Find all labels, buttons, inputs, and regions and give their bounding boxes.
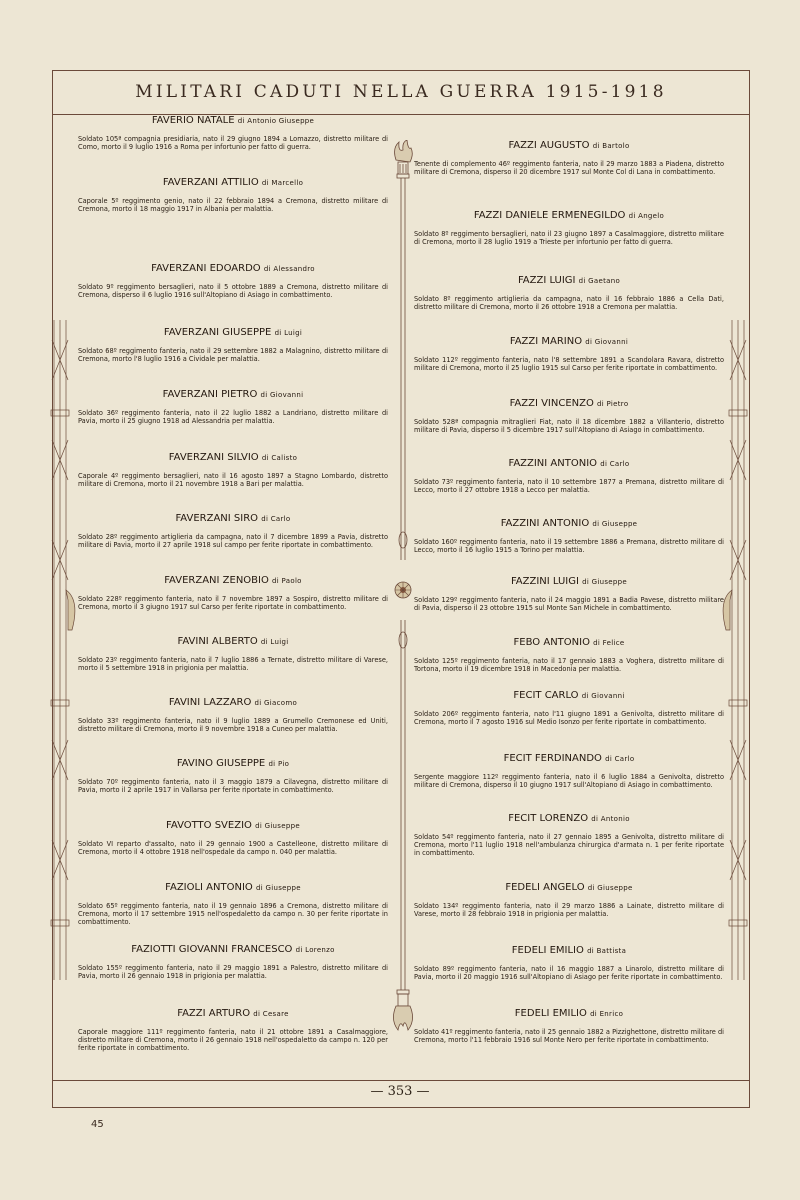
- name-text: FAVERZANI SILVIO: [168, 452, 259, 463]
- entry-text: Soldato 68º reggimento fanteria, nato il 29 settembre 1882 a Malagnino, distretto militare di Cremona, morto l'8 luglio 1916 a Cividale per malattia.: [78, 347, 388, 363]
- parent-text: di Carlo: [600, 460, 630, 468]
- name-text: FAZZI MARINO: [509, 336, 583, 347]
- parent-text: di Giuseppe: [592, 520, 638, 528]
- entry-name: [78, 1008, 388, 1020]
- entry: [78, 263, 388, 299]
- entry-text: Soldato 528ª compagnia mitraglieri Fiat, nato il 18 dicembre 1882 a Villanterio, distretto militare di Pavia, disperso il 5 dicembre 1917 sull'Altopiano di Asiago in combattimento.: [414, 418, 724, 434]
- name-text: FEDELI EMILIO: [514, 1008, 587, 1019]
- entry-name: [78, 944, 388, 956]
- entry-name: [78, 697, 388, 709]
- entry: [78, 636, 388, 672]
- name-text: FAVINO GIUSEPPE: [176, 758, 266, 769]
- entry-text: Soldato 8º reggimento artiglieria da campagna, nato il 16 febbraio 1886 a Cella Dati, distretto militare di Cremona, morto il 26 ottobre 1918 a Cremona per malattia.: [414, 295, 724, 311]
- parent-text: di Giovanni: [585, 338, 629, 346]
- torch-bottom-ornament: [393, 990, 412, 1030]
- entry-text: Soldato 89º reggimento fanteria, nato il 16 maggio 1887 a Linarolo, distretto militare di Pavia, morto il 20 maggio 1916 sull'Altopiano di Asiago per ferite riportate in combattimento.: [414, 965, 724, 981]
- entry: [78, 882, 388, 926]
- entry-text: Soldato 105ª compagnia presidiaria, nato il 29 giugno 1894 a Lomazzo, distretto militare di Como, morto il 9 luglio 1916 a Roma per infortunio per fatto di guerra.: [78, 135, 388, 151]
- entry: [414, 275, 724, 311]
- entry-name: [78, 177, 388, 189]
- name-text: FAZZI DANIELE ERMENEGILDO: [473, 210, 626, 221]
- entry-name: [78, 758, 388, 770]
- entry-text: Soldato 23º reggimento fanteria, nato il 7 luglio 1886 a Ternate, distretto militare di Varese, morto il 5 settembre 1918 in prigionia per malattia.: [78, 656, 388, 672]
- name-text: FAZZI LUIGI: [517, 275, 576, 286]
- entry-name: [414, 398, 724, 410]
- entry-name: [78, 820, 388, 832]
- name-text: FAVOTTO SVEZIO: [166, 820, 252, 831]
- entry: [78, 513, 388, 549]
- entry: [414, 813, 724, 857]
- entry-name: [414, 576, 724, 588]
- parent-text: di Pio: [268, 760, 290, 768]
- entry-name: [414, 275, 724, 287]
- entry-text: Soldato 33º reggimento fanteria, nato il 9 luglio 1889 a Grumello Cremonese ed Uniti, distretto militare di Cremona, morto il 9 novembre 1918 a Cuneo per malattia.: [78, 717, 388, 733]
- entry: [414, 336, 724, 372]
- entry-name: [414, 813, 724, 825]
- entry-text: Soldato 8º reggimento bersaglieri, nato il 23 giugno 1897 a Casalmaggiore, distretto militare di Cremona, morto il 28 luglio 1919 a Trieste per infortunio per fatto di guerra.: [414, 230, 724, 246]
- entry: [78, 758, 388, 794]
- entry: [414, 140, 724, 176]
- entry: [78, 177, 388, 213]
- name-text: FAZIOTTI GIOVANNI FRANCESCO: [131, 944, 293, 955]
- parent-text: di Enrico: [590, 1010, 624, 1018]
- entry: [414, 458, 724, 494]
- name-text: FAVERZANI PIETRO: [162, 389, 258, 400]
- name-text: FAVINI LAZZARO: [168, 697, 252, 708]
- entry-name: [414, 140, 724, 152]
- parent-text: di Felice: [593, 639, 625, 647]
- entry-name: [78, 389, 388, 401]
- parent-text: di Luigi: [274, 329, 303, 337]
- parent-text: di Giuseppe: [255, 884, 301, 892]
- left-fasces-ornament: [40, 320, 80, 980]
- entry: [78, 452, 388, 488]
- entry-text: Soldato 125º reggimento fanteria, nato il 17 gennaio 1883 a Voghera, distretto militare di Tortona, morto il 19 dicembre 1918 in Macedonia per malattia.: [414, 657, 724, 673]
- entry-text: Soldato VI reparto d'assalto, nato il 29 gennaio 1900 a Castelleone, distretto militare di Cremona, morto il 4 ottobre 1918 nell'ospedale da campo n. 040 per malattia.: [78, 840, 388, 856]
- name-text: FAVINI ALBERTO: [177, 636, 258, 647]
- page-number: — 353 —: [370, 1084, 430, 1099]
- entry: [414, 753, 724, 789]
- entry-text: Soldato 160º reggimento fanteria, nato il 19 settembre 1886 a Premana, distretto militare di Lecco, morto il 16 luglio 1915 a Torino per malattia.: [414, 538, 724, 554]
- parent-text: di Luigi: [260, 638, 289, 646]
- name-text: FAVERZANI ATTILIO: [162, 177, 259, 188]
- parent-text: di Pietro: [597, 400, 629, 408]
- name-text: FAZZI ARTURO: [177, 1008, 251, 1019]
- entry-name: [414, 882, 724, 894]
- name-text: FAZIOLI ANTONIO: [165, 882, 253, 893]
- entry-name: [78, 327, 388, 339]
- name-text: FAZZI VINCENZO: [509, 398, 594, 409]
- entry-name: [414, 336, 724, 348]
- entry-text: Soldato 9º reggimento bersaglieri, nato il 5 ottobre 1889 a Cremona, distretto militare di Cremona, disperso il 6 luglio 1916 sull'Altopiano di Asiago in combattimento.: [78, 283, 388, 299]
- parent-text: di Angelo: [628, 212, 665, 220]
- parent-text: di Alessandro: [263, 265, 315, 273]
- name-text: FAVERIO NATALE: [151, 115, 235, 126]
- entry-name: [78, 575, 388, 587]
- name-text: FAZZINI ANTONIO: [508, 458, 598, 469]
- entry-name: [78, 115, 388, 127]
- entry-name: [414, 518, 724, 530]
- entry: [414, 518, 724, 554]
- entry: [414, 882, 724, 918]
- parent-text: di Carlo: [261, 515, 291, 523]
- entry: [414, 576, 724, 612]
- page-header: [52, 70, 750, 115]
- entry: [414, 945, 724, 981]
- entry: [78, 389, 388, 425]
- entry-text: Soldato 65º reggimento fanteria, nato il 19 gennaio 1896 a Cremona, distretto militare di Cremona, morto il 17 settembre 1915 nell'ospedaletto da campo n. 30 per ferite riportate in combattimento.: [78, 902, 388, 926]
- entry-text: Soldato 41º reggimento fanteria, nato il 25 gennaio 1882 a Pizzighettone, distretto militare di Cremona, morto l'11 febbraio 1916 sul Monte Nero per ferite riportate in combattimento.: [414, 1028, 724, 1044]
- name-text: FAZZI AUGUSTO: [508, 140, 590, 151]
- entry: [78, 697, 388, 733]
- entry: [78, 1008, 388, 1052]
- name-text: FEDELI ANGELO: [505, 882, 585, 893]
- name-text: FECIT CARLO: [513, 690, 579, 701]
- entry-text: Soldato 228º reggimento fanteria, nato il 7 novembre 1897 a Sospiro, distretto militare di Cremona, morto il 3 giugno 1917 sul Carso per ferite riportate in combattimento.: [78, 595, 388, 611]
- entry-name: [414, 945, 724, 957]
- entry-name: [414, 210, 724, 222]
- parent-text: di Giuseppe: [582, 578, 628, 586]
- parent-text: di Giovanni: [260, 391, 304, 399]
- parent-text: di Giacomo: [254, 699, 298, 707]
- parent-text: di Cesare: [253, 1010, 289, 1018]
- entry-text: Caporale maggiore 111º reggimento fanteria, nato il 21 ottobre 1891 a Casalmaggiore, distretto militare di Cremona, morto il 26 gennaio 1918 nell'ospedaletto da campo n. 120 per ferite riportate in combattimento.: [78, 1028, 388, 1052]
- name-text: FEDELI EMILIO: [511, 945, 584, 956]
- name-text: FAZZINI ANTONIO: [500, 518, 590, 529]
- entry-text: Soldato 70º reggimento fanteria, nato il 3 maggio 1879 a Cilavegna, distretto militare di Pavia, morto il 2 aprile 1917 in Vallarsa per ferite riportate in combattimento.: [78, 778, 388, 794]
- entry-text: Soldato 129º reggimento fanteria, nato il 24 maggio 1891 a Badia Pavese, distretto militare di Pavia, disperso il 23 ottobre 1915 sul Monte San Michele in combattimento.: [414, 596, 724, 612]
- name-text: FAVERZANI EDOARDO: [151, 263, 261, 274]
- entry-text: Sergente maggiore 112º reggimento fanteria, nato il 6 luglio 1884 a Genivolta, distretto militare di Cremona, disperso il 10 giugno 1917 sull'Altopiano di Asiago in combattimento.: [414, 773, 724, 789]
- parent-text: di Giuseppe: [587, 884, 633, 892]
- entry-name: [414, 637, 724, 649]
- entry-text: Soldato 73º reggimento fanteria, nato il 10 settembre 1877 a Premana, distretto militare di Lecco, morto il 27 ottobre 1918 a Lecco per malattia.: [414, 478, 724, 494]
- entry: [414, 690, 724, 726]
- entry: [78, 327, 388, 363]
- name-text: FAVERZANI GIUSEPPE: [163, 327, 272, 338]
- entry: [414, 398, 724, 434]
- entry: [78, 944, 388, 980]
- entry-name: [414, 1008, 724, 1020]
- name-text: FAVERZANI SIRO: [175, 513, 259, 524]
- entry-name: [414, 690, 724, 702]
- entry-text: Soldato 36º reggimento fanteria, nato il 22 luglio 1882 a Landriano, distretto militare di Pavia, morto il 25 giugno 1918 ad Alessandria per malattia.: [78, 409, 388, 425]
- name-text: FAVERZANI ZENOBIO: [164, 575, 269, 586]
- entry-text: Soldato 134º reggimento fanteria, nato il 29 marzo 1886 a Lainate, distretto militare di Varese, morto il 28 febbraio 1918 in prigionia per malattia.: [414, 902, 724, 918]
- parent-text: di Giovanni: [581, 692, 625, 700]
- entry-text: Soldato 28º reggimento artiglieria da campagna, nato il 7 dicembre 1899 a Pavia, distretto militare di Pavia, morto il 27 aprile 1918 sul campo per ferite riportate in combattimento.: [78, 533, 388, 549]
- entry-text: Tenente di complemento 46º reggimento fanteria, nato il 29 marzo 1883 a Piadena, distretto militare di Cremona, disperso il 20 dicembre 1917 sul Monte Col di Lana in combattimento.: [414, 160, 724, 176]
- torch-top-ornament: [395, 140, 413, 178]
- entry-text: Soldato 54º reggimento fanteria, nato il 27 gennaio 1895 a Genivolta, distretto militare di Cremona, morto l'11 luglio 1918 nell'ambulanza chirurgica d'armata n. 1 per ferite riportate in combattimento.: [414, 833, 724, 857]
- name-text: FECIT LORENZO: [508, 813, 589, 824]
- entry: [414, 1008, 724, 1044]
- parent-text: di Calisto: [261, 454, 298, 462]
- entry: [78, 820, 388, 856]
- parent-text: di Bartolo: [592, 142, 630, 150]
- page-title: MILITARI CADUTI NELLA GUERRA 1915-1918: [135, 82, 667, 102]
- entry: [414, 210, 724, 246]
- parent-text: di Paolo: [272, 577, 302, 585]
- entry-text: Caporale 5º reggimento genio, nato il 22 febbraio 1894 a Cremona, distretto militare di Cremona, morto il 18 maggio 1917 in Albania per malattia.: [78, 197, 388, 213]
- parent-text: di Gaetano: [578, 277, 621, 285]
- parent-text: di Carlo: [605, 755, 635, 763]
- parent-text: di Marcello: [261, 179, 304, 187]
- entry: [78, 115, 388, 151]
- parent-text: di Antonio: [591, 815, 630, 823]
- entry-name: [78, 513, 388, 525]
- sheet-mark: 45: [91, 1119, 104, 1130]
- rosette-ornament: [395, 582, 411, 598]
- name-text: FECIT FERDINANDO: [503, 753, 602, 764]
- parent-text: di Lorenzo: [295, 946, 335, 954]
- footer-rule: [52, 1080, 750, 1081]
- parent-text: di Battista: [587, 947, 627, 955]
- parent-text: di Antonio Giuseppe: [237, 117, 315, 125]
- entry-name: [78, 263, 388, 275]
- entry: [414, 637, 724, 673]
- entry-text: Caporale 4º reggimento bersaglieri, nato il 16 agosto 1897 a Stagno Lombardo, distretto militare di Cremona, morto il 21 novembre 1918 a Bari per malattia.: [78, 472, 388, 488]
- entry-name: [78, 882, 388, 894]
- entry-text: Soldato 206º reggimento fanteria, nato l'11 giugno 1891 a Genivolta, distretto militare di Cremona, morto il 7 agosto 1916 sul Medio Isonzo per ferite riportate in combattimento.: [414, 710, 724, 726]
- entry-name: [414, 458, 724, 470]
- entry: [78, 575, 388, 611]
- entry-name: [78, 452, 388, 464]
- entry-text: Soldato 112º reggimento fanteria, nato l'8 settembre 1891 a Scandolara Ravara, distretto militare di Cremona, morto il 25 luglio 1915 sul Carso per ferite riportate in combattimento.: [414, 356, 724, 372]
- entry-name: [78, 636, 388, 648]
- entry-name: [414, 753, 724, 765]
- name-text: FAZZINI LUIGI: [510, 576, 579, 587]
- right-fasces-ornament: [718, 320, 758, 980]
- parent-text: di Giuseppe: [255, 822, 300, 830]
- entry-text: Soldato 155º reggimento fanteria, nato il 29 maggio 1891 a Palestro, distretto militare di Pavia, morto il 26 gennaio 1918 in prigionia per malattia.: [78, 964, 388, 980]
- name-text: FEBO ANTONIO: [513, 637, 590, 648]
